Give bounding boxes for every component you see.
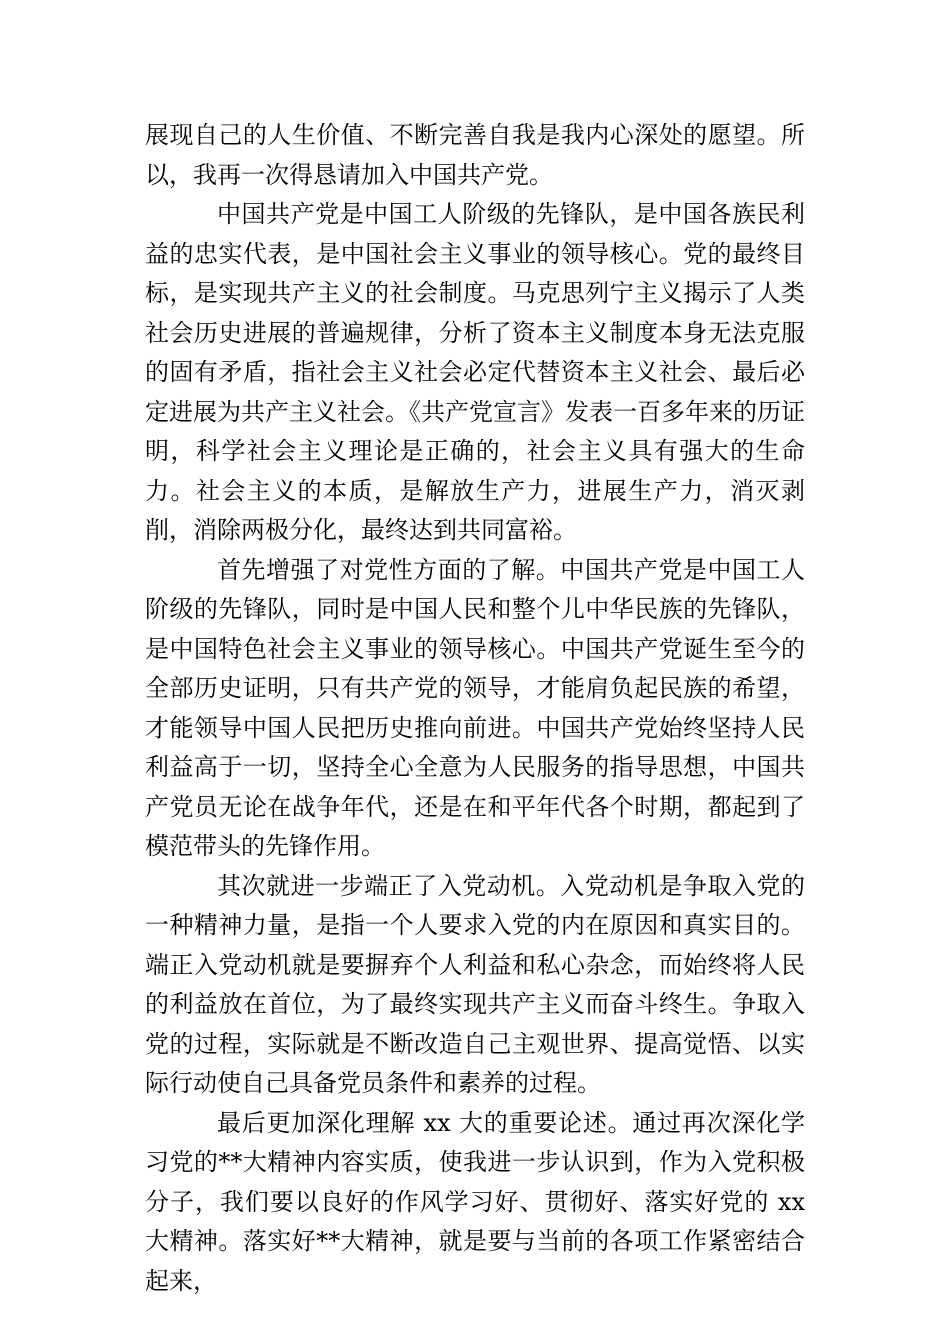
paragraph-4: 其次就进一步端正了入党动机。入党动机是争取入党的一种精神力量，是指一个人要求入党的内在原因和真实目的。端正入党动机就是要摒弃个人利益和私心杂念，而始终将人民的利益放在首位，为了最终实现共产主义而奋斗终生。争取入党的过程，实际就是不断改造自己主观世界、提高觉悟、以实际行动使自己具备党员条件和素养的过程。 [145,871,805,1097]
paragraph-3: 首先增强了对党性方面的了解。中国共产党是中国工人阶级的先锋队，同时是中国人民和整个儿中华民族的先锋队，是中国特色社会主义事业的领导核心。中国共产党诞生至今的全部历史证明，只有共产党的领导，才能肩负起民族的希望，才能领导中国人民把历史推向前进。中国共产党始终坚持人民利益高于一切，坚持全心全意为人民服务的指导思想，中国共产党员无论在战争年代，还是在和平年代各个时期，都起到了模范带头的先锋作用。 [145,555,805,860]
paragraph-1: 展现自己的人生价值、不断完善自我是我内心深处的愿望。所以，我再一次得恳请加入中国共产党。 [145,121,805,189]
paragraph-2: 中国共产党是中国工人阶级的先锋队，是中国各族民利益的忠实代表，是中国社会主义事业的领导核心。党的最终目标，是实现共产主义的社会制度。马克思列宁主义揭示了人类社会历史进展的普遍规律，分析了资本主义制度本身无法克服的固有矛盾，指社会主义社会必定代替资本主义社会、最后必定进展为共产主义社会。《共产党宣言》发表一百多年来的历证明，科学社会主义理论是正确的，社会主义具有强大的生命力。社会主义的本质，是解放生产力，进展生产力，消灭剥削，消除两极分化，最终达到共同富裕。 [145,200,805,544]
paragraph-5: 最后更加深化理解 xx 大的重要论述。通过再次深化学习党的**大精神内容实质，使我进一步认识到，作为入党积极分子，我们要以良好的作风学习好、贯彻好、落实好党的 xx 大精神。落实好**大精神，就是要与当前的各项工作紧密结合起来， [145,1108,805,1295]
document-body [145,116,805,1301]
